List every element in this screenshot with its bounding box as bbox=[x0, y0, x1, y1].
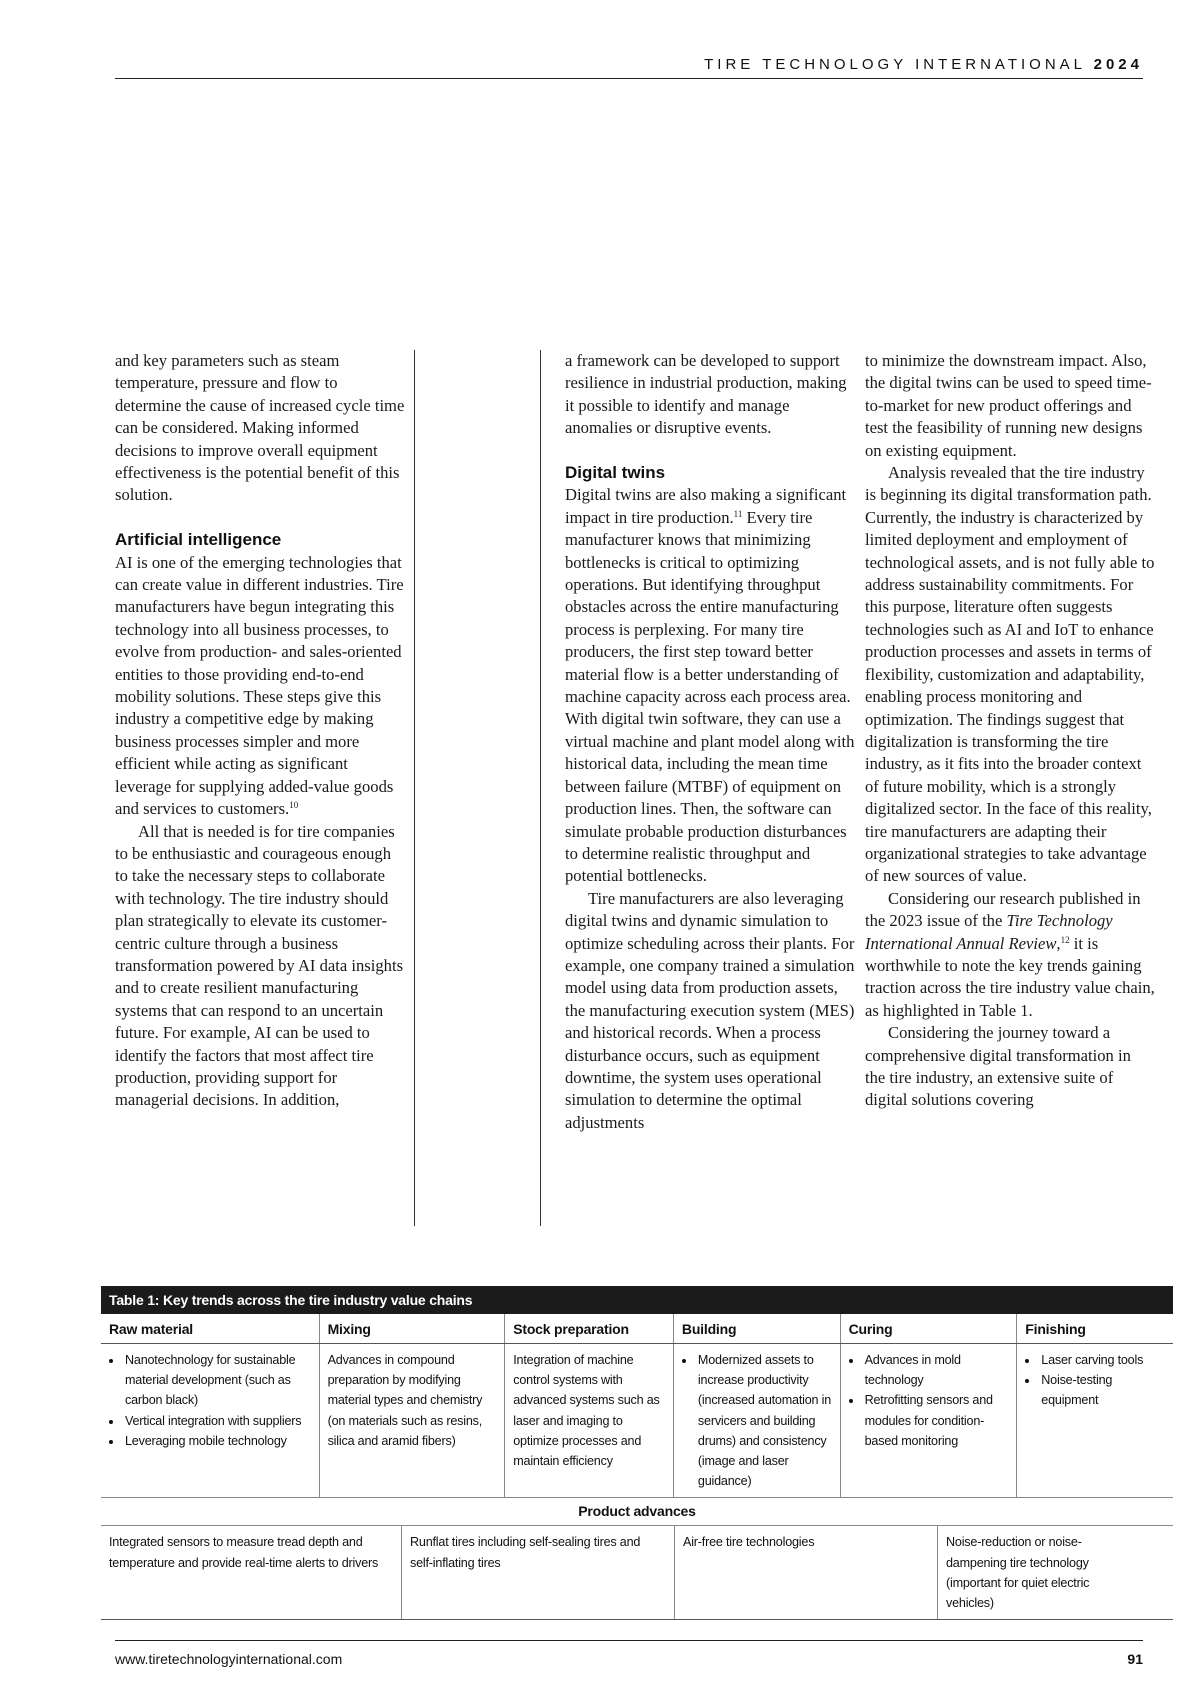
reference-marker[interactable]: 12 bbox=[1060, 934, 1070, 945]
running-head bbox=[115, 56, 1143, 73]
paragraph: Tire manufacturers are also leveraging digital twins and dynamic simulation to optimize scheduling across their plants. For example, one company trained a simulation model using data from production assets, the manufacturing execution system (MES) and historical records. When a process disturbance occurs, such as equipment downtime, the system uses operational simulation to determine the optimal adjustments bbox=[565, 888, 855, 1132]
table-body-row bbox=[101, 1344, 1173, 1498]
cell-curing bbox=[840, 1344, 1017, 1497]
paragraph: All that is needed is for tire companies to be enthusiastic and courageous enough to take the necessary steps to collaborate with technology. The tire industry should plan strategically to elevate its customer-centric culture through a business transformation powered by AI data insights and to create resilient manufacturing systems that can respond to an uncertain future. For example, AI can be used to identify the factors that most affect tire production, providing support for managerial decisions. In addition, bbox=[115, 821, 404, 1110]
publication-year: 2024 bbox=[1093, 56, 1143, 73]
paragraph: AI is one of the emerging technologies that can create value in different industries. Tire manufacturers have begun integrating this technology into all business processes, to evolve from production- and sales-oriented entities to those providing end-to-end mobility solutions. These steps give this industry a competitive edge by making business processes simpler and more efficient while acting as significant leverage for supplying added-value goods and services to customers.$^{10}$ bbox=[115, 552, 404, 819]
trends-table bbox=[101, 1286, 1173, 1620]
cell-building bbox=[673, 1344, 840, 1497]
header-raw-material: Raw material bbox=[109, 1321, 193, 1337]
cell-raw-material bbox=[101, 1344, 319, 1497]
list-item: • Retrofitting sensors and modules for condition-based monitoring bbox=[863, 1390, 1009, 1451]
header-building: Building bbox=[673, 1314, 840, 1343]
cell-product-advance: Runflat tires including self-sealing tires and self-inflating tires bbox=[401, 1526, 674, 1619]
paragraph: Considering our research published in the 2023 issue of the Tire Technology International Annual Review,$^{12}$ it is worthwhile to note the key trends gaining traction across the tire industry value chain, as highlighted in Table 1. bbox=[865, 888, 1155, 1020]
table-title: Table 1: Key trends across the tire industry value chains bbox=[101, 1286, 1173, 1314]
footer-rule bbox=[115, 1640, 1143, 1641]
product-advances-row bbox=[101, 1526, 1173, 1620]
list-item: • Laser carving tools bbox=[1039, 1350, 1165, 1370]
publication-reference: Tire Technology International Annual Review bbox=[865, 911, 1113, 953]
cell-stock-preparation: Integration of machine control systems with advanced systems such as laser and imaging to optimize processes and maintain efficiency bbox=[504, 1344, 673, 1497]
header-finishing: Finishing bbox=[1016, 1314, 1173, 1343]
list-item: • Nanotechnology for sustainable material development (such as carbon black) bbox=[123, 1350, 311, 1411]
reference-marker[interactable]: 11 bbox=[733, 508, 743, 519]
text-column-1 bbox=[115, 350, 405, 1112]
header-rule bbox=[115, 78, 1143, 79]
list-item: • Advances in mold technology bbox=[863, 1350, 1009, 1390]
list-item: • Modernized assets to increase productivity (increased automation in servicers and building drums) and consistency (image and laser guidance) bbox=[696, 1350, 832, 1491]
list-item: • Vertical integration with suppliers bbox=[123, 1411, 311, 1431]
column-divider bbox=[540, 350, 541, 1226]
column-divider bbox=[414, 350, 415, 1226]
cell-product-advance: Air-free tire technologies bbox=[674, 1526, 937, 1619]
section-heading-artificial-intelligence: Artificial intelligence bbox=[115, 530, 282, 550]
header-curing: Curing bbox=[840, 1314, 1017, 1343]
cell-product-advance: Noise-reduction or noise-dampening tire technology (important for quiet electric vehicles) bbox=[937, 1526, 1144, 1619]
text-column-3 bbox=[865, 350, 1155, 1112]
cell-mixing: Advances in compound preparation by modifying material types and chemistry (on materials such as resins, silica and aramid fibers) bbox=[319, 1344, 505, 1497]
product-advances-heading: Product advances bbox=[101, 1498, 1173, 1526]
header-mixing: Mixing bbox=[319, 1314, 505, 1343]
footer-url-link[interactable]: www.tiretechnologyinternational.com bbox=[115, 1651, 343, 1667]
section-heading-digital-twins: Digital twins bbox=[565, 463, 666, 483]
list-item: • Leveraging mobile technology bbox=[123, 1431, 311, 1451]
paragraph: and key parameters such as steam temperature, pressure and flow to determine the cause of increased cycle time can be considered. Making informed decisions to improve overall equipment effectiveness is the potential benefit of this solution. bbox=[115, 351, 405, 505]
paragraph: Considering the journey toward a comprehensive digital transformation in the tire industry, an extensive suite of digital solutions covering bbox=[865, 1023, 1131, 1110]
reference-marker[interactable]: 10 bbox=[289, 800, 299, 811]
paragraph: a framework can be developed to support resilience in industrial production, making it possible to identify and manage anomalies or disruptive events. bbox=[565, 351, 847, 438]
cell-finishing bbox=[1016, 1344, 1173, 1497]
list-item: • Noise-testing equipment bbox=[1039, 1370, 1165, 1410]
cell-product-advance: Integrated sensors to measure tread depth and temperature and provide real-time alerts to drivers bbox=[109, 1535, 379, 1570]
paragraph: Digital twins are also making a significant impact in tire production.$^{11}$ Every tire manufacturer knows that minimizing bottlenecks is critical to optimizing operations. But identifying throughput obstacles across the entire manufacturing process is perplexing. For many tire producers, the first step toward better material flow is a better understanding of machine capacity across each process area. With digital twin software, they can use a virtual machine and plant model along with historical data, including the mean time between failure (MTBF) of equipment on production lines. Then, the software can simulate probable production disturbances to determine realistic throughput and potential bottlenecks. bbox=[565, 485, 855, 886]
page-number: 91 bbox=[1127, 1651, 1143, 1667]
paragraph: to minimize the downstream impact. Also, the digital twins can be used to speed time-to-market for new product offerings and test the feasibility of running new designs on existing equipment. bbox=[865, 351, 1152, 460]
paragraph: Analysis revealed that the tire industry is beginning its digital transformation path. Currently, the industry is characterized by limited deployment and employment of technological assets, and is not fully able to address sustainability commitments. For this purpose, literature often suggests technologies such as AI and IoT to enhance production processes and assets in terms of flexibility, customization and adaptability, enabling process monitoring and optimization. The findings suggest that digitalization is transforming the tire industry, as it fits into the broader context of future mobility, which is a strongly digitalized sector. In the face of this reality, tire manufacturers are adapting their organizational strategies to take advantage of new sources of value. bbox=[865, 463, 1155, 886]
publication-title: TIRE TECHNOLOGY INTERNATIONAL bbox=[704, 56, 1086, 73]
table-header-row bbox=[101, 1314, 1173, 1344]
header-stock-preparation: Stock preparation bbox=[504, 1314, 673, 1343]
text-column-2 bbox=[565, 350, 855, 1134]
